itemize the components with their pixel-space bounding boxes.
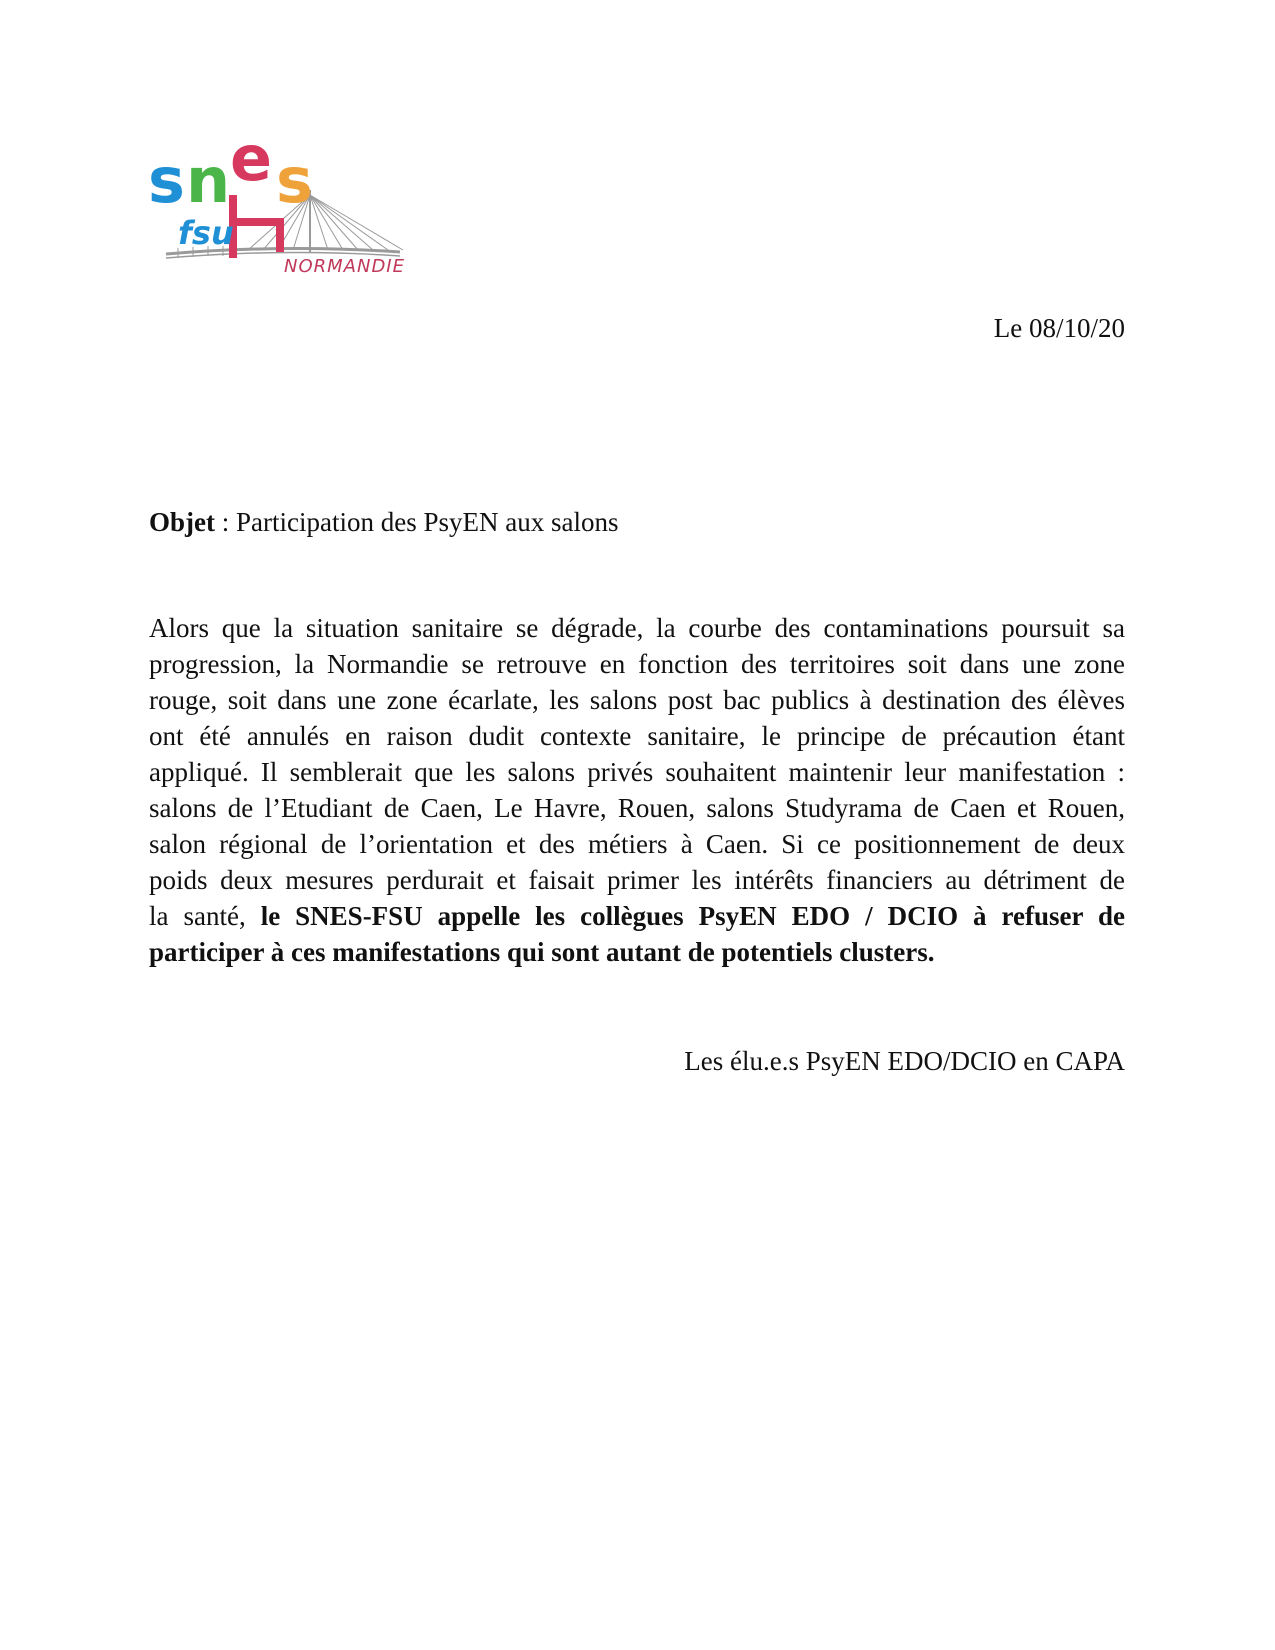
subject-label: Objet xyxy=(149,507,215,537)
body-emphasis: participer à ces manifestations qui sont autant de potentiels clusters. xyxy=(149,937,935,967)
body-line xyxy=(149,898,1125,934)
body-line: appliqué. Il semblerait que les salons privés souhaitent maintenir leur manifestation : xyxy=(149,757,1125,787)
body-line: progression, la Normandie se retrouve en fonction des territoires soit dans une zone xyxy=(149,649,1125,679)
logo-region-text: NORMANDIE xyxy=(284,256,405,277)
body-line xyxy=(149,934,1125,970)
snes-fsu-normandie-logo xyxy=(148,140,423,290)
letter-date: Le 08/10/20 xyxy=(993,313,1125,343)
body-line: salons de l’Etudiant de Caen, Le Havre, Rouen, salons Studyrama de Caen et Rouen, xyxy=(149,793,1125,823)
body-line: poids deux mesures perdurait et faisait primer les intérêts financiers au détriment de xyxy=(149,865,1125,895)
body-line: ont été annulés en raison dudit contexte sanitaire, le principe de précaution étant xyxy=(149,721,1125,751)
logo-letter-n: n xyxy=(186,144,231,217)
logo-fsu-text: fsu xyxy=(178,214,234,252)
body-emphasis: le SNES-FSU appelle les collègues PsyEN EDO / DCIO à refuser de xyxy=(260,901,1125,931)
logo-letter-s1: s xyxy=(148,144,185,217)
subject-separator: : xyxy=(214,507,236,537)
subject-text: Participation des PsyEN aux salons xyxy=(236,507,619,537)
letter-signature: Les élu.e.s PsyEN EDO/DCIO en CAPA xyxy=(684,1046,1125,1076)
body-line: Alors que la situation sanitaire se dégrade, la courbe des contaminations poursuit sa xyxy=(149,613,1125,643)
body-line-normal: la santé, xyxy=(149,901,261,931)
letter-subject xyxy=(149,504,618,540)
logo-letter-s2: s xyxy=(276,144,313,217)
letter-body xyxy=(149,610,1125,970)
logo-graphic xyxy=(148,140,423,290)
body-line: salon régional de l’orientation et des métiers à Caen. Si ce positionnement de deux xyxy=(149,829,1125,859)
logo-letter-e: e xyxy=(230,140,273,195)
body-line: rouge, soit dans une zone écarlate, les salons post bac publics à destination des élèves xyxy=(149,685,1125,715)
